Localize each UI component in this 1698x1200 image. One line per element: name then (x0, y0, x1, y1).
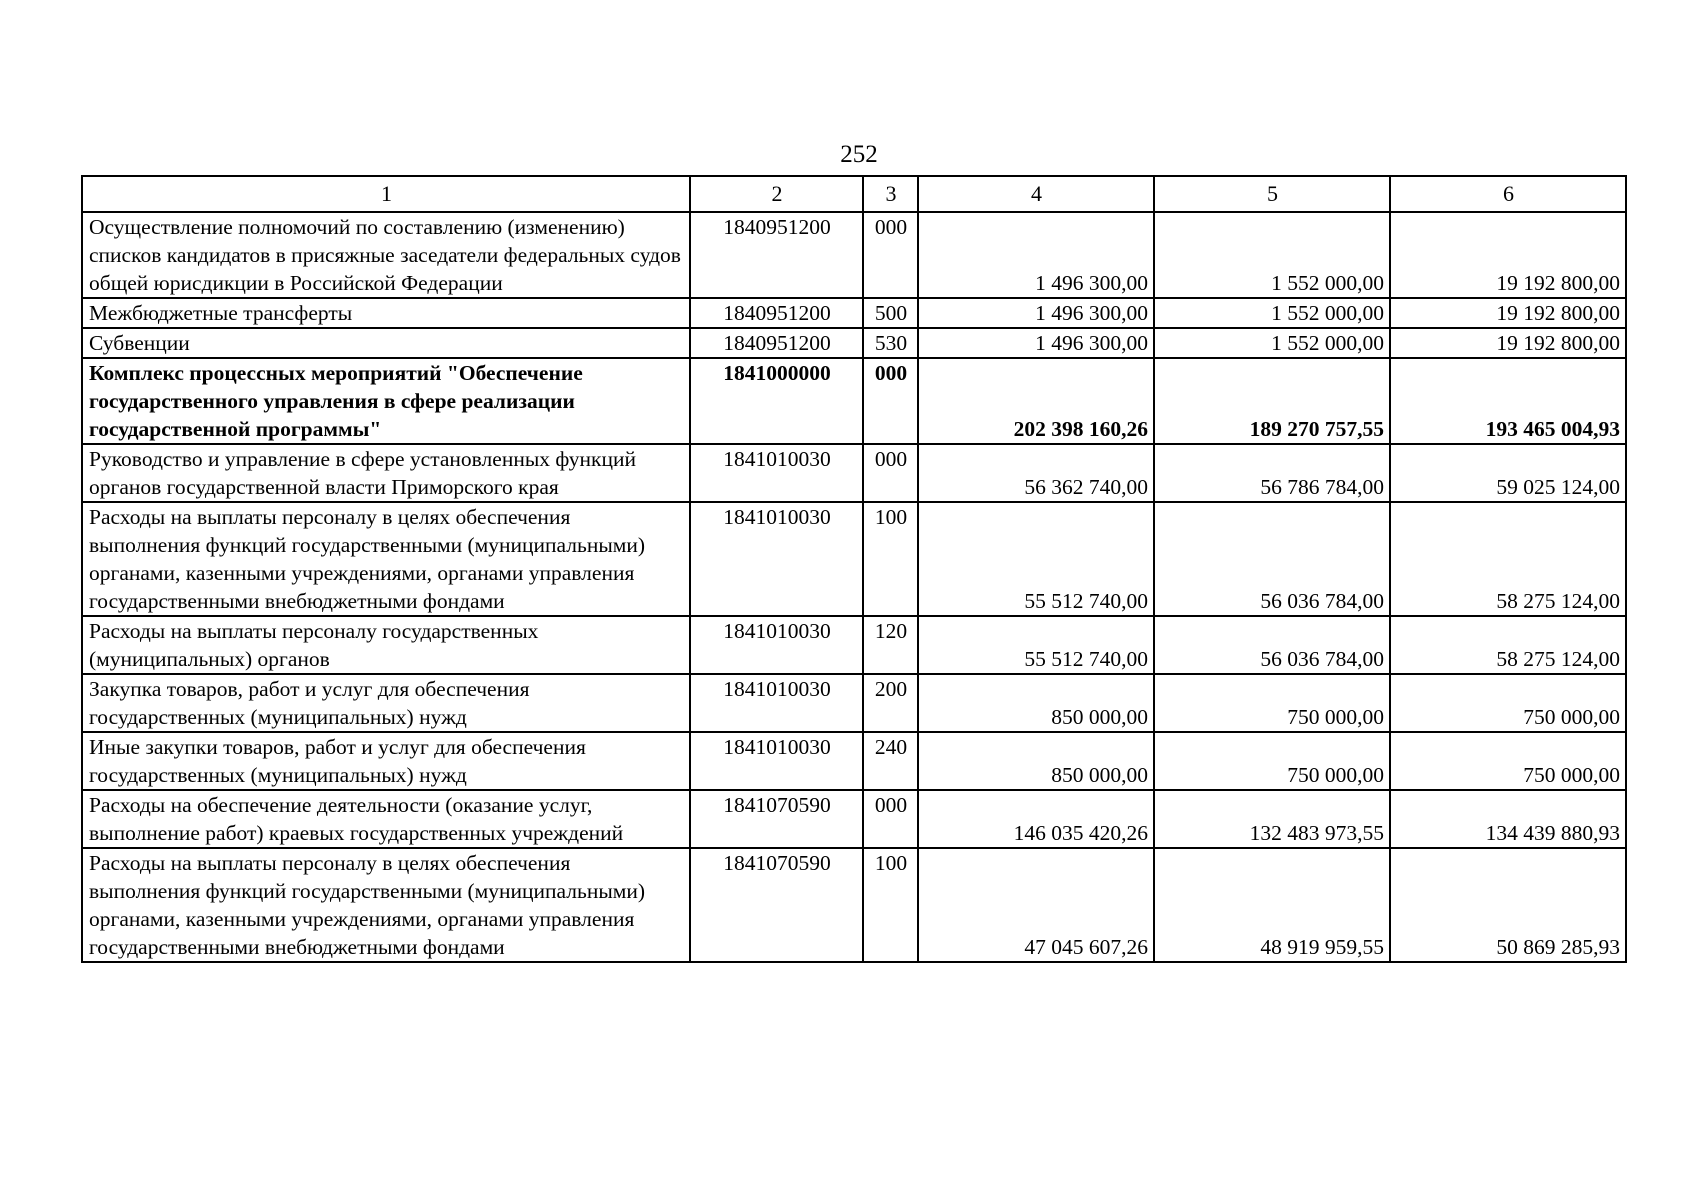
amount-year-1-cell: 55 512 740,00 (918, 502, 1154, 616)
amount-year-1-cell: 47 045 607,26 (918, 848, 1154, 962)
column-header: 1 (82, 176, 690, 212)
expense-name-cell: Расходы на выплаты персоналу в целях обеспечения выполнения функций государственными (муниципальными) органами, казенными учреждениями, органами управления государственными внебюджетными фондами (82, 848, 690, 962)
target-code-cell: 1841010030 (690, 502, 863, 616)
expense-type-cell: 200 (863, 674, 918, 732)
amount-year-3-cell: 750 000,00 (1390, 732, 1626, 790)
table-row (82, 790, 1626, 848)
amount-year-1-cell: 850 000,00 (918, 674, 1154, 732)
amount-year-2-cell: 56 786 784,00 (1154, 444, 1390, 502)
amount-year-3-cell: 59 025 124,00 (1390, 444, 1626, 502)
table-row (82, 616, 1626, 674)
amount-year-1-cell: 56 362 740,00 (918, 444, 1154, 502)
target-code-cell: 1841010030 (690, 732, 863, 790)
expense-type-cell: 120 (863, 616, 918, 674)
expense-type-cell: 000 (863, 212, 918, 298)
budget-table (81, 175, 1627, 963)
amount-year-2-cell: 1 552 000,00 (1154, 328, 1390, 358)
table-row (82, 444, 1626, 502)
expense-name-cell: Расходы на обеспечение деятельности (оказание услуг, выполнение работ) краевых государственных учреждений (82, 790, 690, 848)
amount-year-2-cell: 189 270 757,55 (1154, 358, 1390, 444)
expense-name-cell: Иные закупки товаров, работ и услуг для обеспечения государственных (муниципальных) нужд (82, 732, 690, 790)
expense-type-cell: 100 (863, 848, 918, 962)
table-row (82, 732, 1626, 790)
amount-year-1-cell: 202 398 160,26 (918, 358, 1154, 444)
column-header: 2 (690, 176, 863, 212)
target-code-cell: 1841070590 (690, 848, 863, 962)
column-header: 4 (918, 176, 1154, 212)
column-header: 3 (863, 176, 918, 212)
expense-type-cell: 500 (863, 298, 918, 328)
amount-year-3-cell: 19 192 800,00 (1390, 212, 1626, 298)
expense-type-cell: 000 (863, 790, 918, 848)
expense-type-cell: 000 (863, 444, 918, 502)
amount-year-2-cell: 750 000,00 (1154, 674, 1390, 732)
amount-year-2-cell: 1 552 000,00 (1154, 298, 1390, 328)
amount-year-1-cell: 1 496 300,00 (918, 212, 1154, 298)
amount-year-1-cell: 146 035 420,26 (918, 790, 1154, 848)
amount-year-1-cell: 850 000,00 (918, 732, 1154, 790)
expense-name-cell: Субвенции (82, 328, 690, 358)
table-row (82, 674, 1626, 732)
column-header: 5 (1154, 176, 1390, 212)
page-number: 252 (840, 141, 878, 168)
amount-year-2-cell: 48 919 959,55 (1154, 848, 1390, 962)
expense-type-cell: 000 (863, 358, 918, 444)
amount-year-1-cell: 1 496 300,00 (918, 328, 1154, 358)
expense-name-cell: Межбюджетные трансферты (82, 298, 690, 328)
amount-year-2-cell: 56 036 784,00 (1154, 502, 1390, 616)
table-row (82, 298, 1626, 328)
expense-type-cell: 530 (863, 328, 918, 358)
target-code-cell: 1840951200 (690, 298, 863, 328)
expense-type-cell: 100 (863, 502, 918, 616)
amount-year-3-cell: 134 439 880,93 (1390, 790, 1626, 848)
target-code-cell: 1840951200 (690, 328, 863, 358)
table-row (82, 328, 1626, 358)
amount-year-2-cell: 56 036 784,00 (1154, 616, 1390, 674)
target-code-cell: 1841000000 (690, 358, 863, 444)
amount-year-2-cell: 1 552 000,00 (1154, 212, 1390, 298)
amount-year-3-cell: 58 275 124,00 (1390, 502, 1626, 616)
target-code-cell: 1841010030 (690, 444, 863, 502)
amount-year-1-cell: 55 512 740,00 (918, 616, 1154, 674)
expense-type-cell: 240 (863, 732, 918, 790)
amount-year-2-cell: 132 483 973,55 (1154, 790, 1390, 848)
expense-name-cell: Руководство и управление в сфере установленных функций органов государственной власти Приморского края (82, 444, 690, 502)
target-code-cell: 1841070590 (690, 790, 863, 848)
target-code-cell: 1841010030 (690, 674, 863, 732)
amount-year-3-cell: 193 465 004,93 (1390, 358, 1626, 444)
expense-name-cell: Осуществление полномочий по составлению (изменению) списков кандидатов в присяжные заседатели федеральных судов общей юрисдикции в Российской Федерации (82, 212, 690, 298)
column-header: 6 (1390, 176, 1626, 212)
table-row (82, 502, 1626, 616)
target-code-cell: 1840951200 (690, 212, 863, 298)
column-number-header-row (82, 176, 1626, 212)
table-row (82, 212, 1626, 298)
amount-year-1-cell: 1 496 300,00 (918, 298, 1154, 328)
amount-year-3-cell: 58 275 124,00 (1390, 616, 1626, 674)
amount-year-3-cell: 19 192 800,00 (1390, 298, 1626, 328)
expense-name-cell: Комплекс процессных мероприятий "Обеспечение государственного управления в сфере реализации государственной программы" (82, 358, 690, 444)
amount-year-3-cell: 750 000,00 (1390, 674, 1626, 732)
amount-year-3-cell: 50 869 285,93 (1390, 848, 1626, 962)
expense-name-cell: Расходы на выплаты персоналу в целях обеспечения выполнения функций государственными (муниципальными) органами, казенными учреждениями, органами управления государственными внебюджетными фондами (82, 502, 690, 616)
amount-year-3-cell: 19 192 800,00 (1390, 328, 1626, 358)
table-row (82, 848, 1626, 962)
table-row (82, 358, 1626, 444)
expense-name-cell: Закупка товаров, работ и услуг для обеспечения государственных (муниципальных) нужд (82, 674, 690, 732)
expense-name-cell: Расходы на выплаты персоналу государственных (муниципальных) органов (82, 616, 690, 674)
amount-year-2-cell: 750 000,00 (1154, 732, 1390, 790)
target-code-cell: 1841010030 (690, 616, 863, 674)
